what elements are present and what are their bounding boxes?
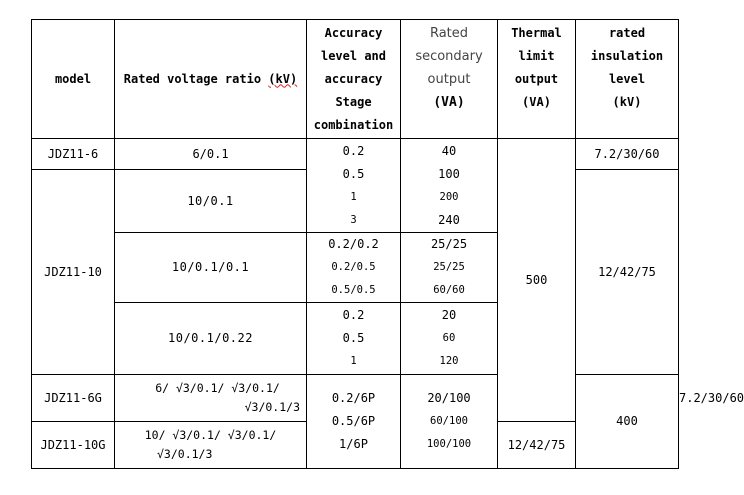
accuracy-cell: 0.2/6P 0.5/6P 1/6P	[307, 375, 401, 469]
table-row: JDZ11-6G 6/ √3/0.1/ √3/0.1/ √3/0.1/3 0.2/6P 0.5/6P 1/6P 20/100 60/100 100/100 400 7.2/30/60	[32, 375, 679, 422]
ratio-cell: 6/0.1	[115, 139, 307, 170]
ratio-cell: 10/ √3/0.1/ √3/0.1/ √3/0.1/3	[115, 422, 307, 469]
header-model: model	[32, 20, 115, 139]
insulation-cell: 12/42/75	[576, 170, 679, 375]
header-secondary: Rated secondary output (VA)	[401, 20, 498, 139]
header-ratio: Rated voltage ratio (kV)	[115, 20, 307, 139]
spec-table	[31, 19, 744, 469]
model-cell: JDZ11-10	[32, 170, 115, 375]
model-cell: JDZ11-6G	[32, 375, 115, 422]
thermal-cell: 400	[576, 375, 679, 469]
insulation-cell: 7.2/30/60	[576, 139, 679, 170]
header-accuracy: Accuracy level and accuracy Stage combination	[307, 20, 401, 139]
secondary-cell: 40 100 200 240	[401, 139, 498, 233]
accuracy-cell: 0.2 0.5 1 3	[307, 139, 401, 233]
table-row	[32, 139, 679, 170]
model-cell: JDZ11-10G	[32, 422, 115, 469]
header-row	[32, 20, 679, 139]
ratio-cell: 10/0.1	[115, 170, 307, 233]
ratio-cell: 6/ √3/0.1/ √3/0.1/ √3/0.1/3	[115, 375, 307, 422]
accuracy-cell: 0.2 0.5 1	[307, 303, 401, 375]
thermal-cell: 500	[498, 139, 576, 422]
insulation-cell: 12/42/75	[498, 422, 576, 469]
header-insulation: rated insulation level (kV)	[576, 20, 679, 139]
secondary-cell: 20 60 120	[401, 303, 498, 375]
secondary-cell: 20/100 60/100 100/100	[401, 375, 498, 469]
header-thermal: Thermal limit output (VA)	[498, 20, 576, 139]
model-cell: JDZ11-6	[32, 139, 115, 170]
accuracy-cell: 0.2/0.2 0.2/0.5 0.5/0.5	[307, 233, 401, 303]
secondary-cell: 25/25 25/25 60/60	[401, 233, 498, 303]
ratio-cell: 10/0.1/0.1	[115, 233, 307, 303]
ratio-cell: 10/0.1/0.22	[115, 303, 307, 375]
